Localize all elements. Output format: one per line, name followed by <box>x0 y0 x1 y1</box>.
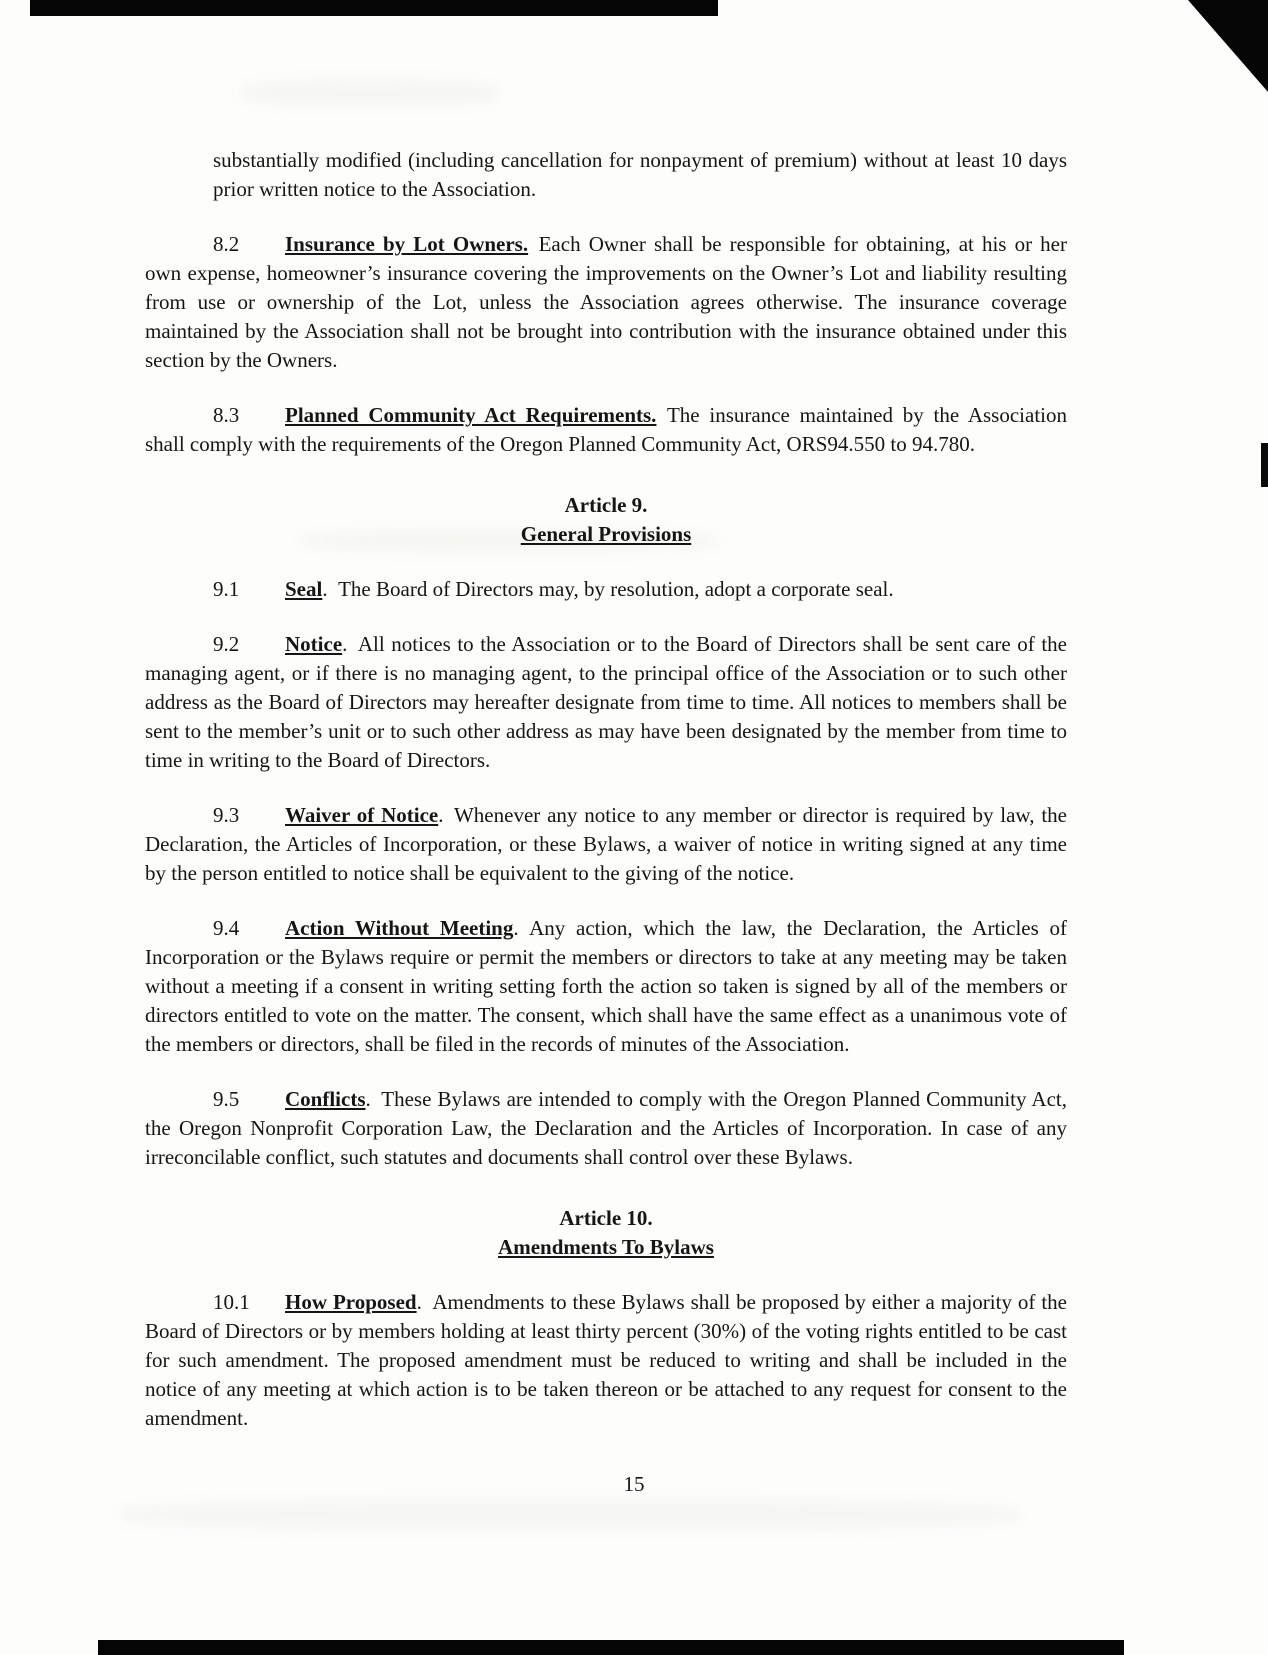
continuation-paragraph: substantially modified (including cancellation for nonpayment of premium) without at least 10 days prior written notice to the Association. <box>213 148 1067 201</box>
section-heading: Conflicts <box>285 1087 366 1111</box>
section-number: 8.2 <box>213 232 240 256</box>
section-number: 9.1 <box>213 577 240 601</box>
section-heading-punctuation: . <box>513 916 519 940</box>
article-heading <box>145 491 1067 549</box>
section-heading-punctuation: . <box>365 1087 371 1111</box>
section-number: 9.5 <box>213 1087 240 1111</box>
scan-artifact-corner-fold <box>1188 0 1268 92</box>
section-number: 8.3 <box>213 403 240 427</box>
page-number: 15 <box>623 1472 645 1496</box>
scan-artifact-bottom-bar <box>98 1640 1124 1655</box>
section-number: 9.2 <box>213 632 240 656</box>
section-paragraph: 8.2 Insurance by Lot Owners. Each Owner shall be responsible for obtaining, at his or her own expense, homeowner’s insurance covering the improvements on the Owner’s Lot and liability resulting from use or ownership of the Lot, unless the Association agrees otherwise. The insurance coverage maintained by the Association shall not be brought into contribution with the insurance obtained under this section by the Owners. <box>145 232 1067 372</box>
section-number: 9.4 <box>213 916 240 940</box>
scan-smudge <box>120 1500 1020 1530</box>
section-paragraph: 9.3 Waiver of Notice. Whenever any notice to any member or director is required by law, the Declaration, the Articles of Incorporation, or these Bylaws, a waiver of notice in writing signed at any time by the person entitled to notice shall be equivalent to the giving of the notice. <box>145 803 1067 885</box>
section-paragraph: 10.1 How Proposed. Amendments to these Bylaws shall be proposed by either a majority of the Board of Directors or by members holding at least thirty percent (30%) of the voting rights entitled to be cast for such amendment. The proposed amendment must be reduced to writing and shall be included in the notice of any meeting at which action is to be taken thereon or be attached to any request for consent to the amendment. <box>145 1290 1067 1430</box>
section-heading-punctuation: . <box>438 803 444 827</box>
section-heading: How Proposed <box>285 1290 417 1314</box>
scan-smudge <box>240 80 500 106</box>
article-subtitle: General Provisions <box>520 522 692 546</box>
article-heading <box>145 1204 1067 1262</box>
section-heading-punctuation: . <box>416 1290 422 1314</box>
section-heading-punctuation: . <box>322 577 328 601</box>
scan-artifact-right-tick <box>1261 443 1268 487</box>
section-paragraph: 9.1 Seal. The Board of Directors may, by resolution, adopt a corporate seal. <box>145 575 1067 604</box>
article-title: Article 10. <box>559 1206 653 1230</box>
section-paragraph: 9.4 Action Without Meeting. Any action, which the law, the Declaration, the Articles of Incorporation or the Bylaws require or permit the members or directors to take at any meeting may be taken without a meeting if a consent in writing setting forth the action so taken is signed by all of the members or directors entitled to vote on the matter. The consent, which shall have the same effect as a unanimous vote of the members or directors, shall be filed in the records of minutes of the Association. <box>145 916 1067 1056</box>
section-number: 9.3 <box>213 803 240 827</box>
section-heading: Insurance by Lot Owners. <box>285 232 529 256</box>
section-number: 10.1 <box>213 1290 250 1314</box>
article-subtitle: Amendments To Bylaws <box>498 1235 714 1259</box>
section-heading: Action Without Meeting <box>285 916 514 940</box>
scan-artifact-top-bar <box>30 0 718 16</box>
article-title: Article 9. <box>564 493 648 517</box>
section-paragraph: 8.3 Planned Community Act Requirements. The insurance maintained by the Association shall comply with the requirements of the Oregon Planned Community Act, ORS94.550 to 94.780. <box>145 403 1067 456</box>
section-heading: Seal <box>285 577 323 601</box>
section-heading-punctuation: . <box>342 632 348 656</box>
section-paragraph: 9.2 Notice. All notices to the Association or to the Board of Directors shall be sent care of the managing agent, or if there is no managing agent, to the principal office of the Association or to such other address as the Board of Directors may hereafter designate from time to time. All notices to members shall be sent to the member’s unit or to such other address as may have been designated by the member from time to time in writing to the Board of Directors. <box>145 632 1067 772</box>
section-heading: Planned Community Act Requirements. <box>285 403 657 427</box>
section-paragraph: 9.5 Conflicts. These Bylaws are intended to comply with the Oregon Planned Community Act, the Oregon Nonprofit Corporation Law, the Declaration and the Articles of Incorporation. In case of any irreconcilable conflict, such statutes and documents shall control over these Bylaws. <box>145 1087 1067 1169</box>
section-heading: Notice <box>285 632 343 656</box>
document-body <box>145 146 1067 1459</box>
section-heading: Waiver of Notice <box>285 803 439 827</box>
